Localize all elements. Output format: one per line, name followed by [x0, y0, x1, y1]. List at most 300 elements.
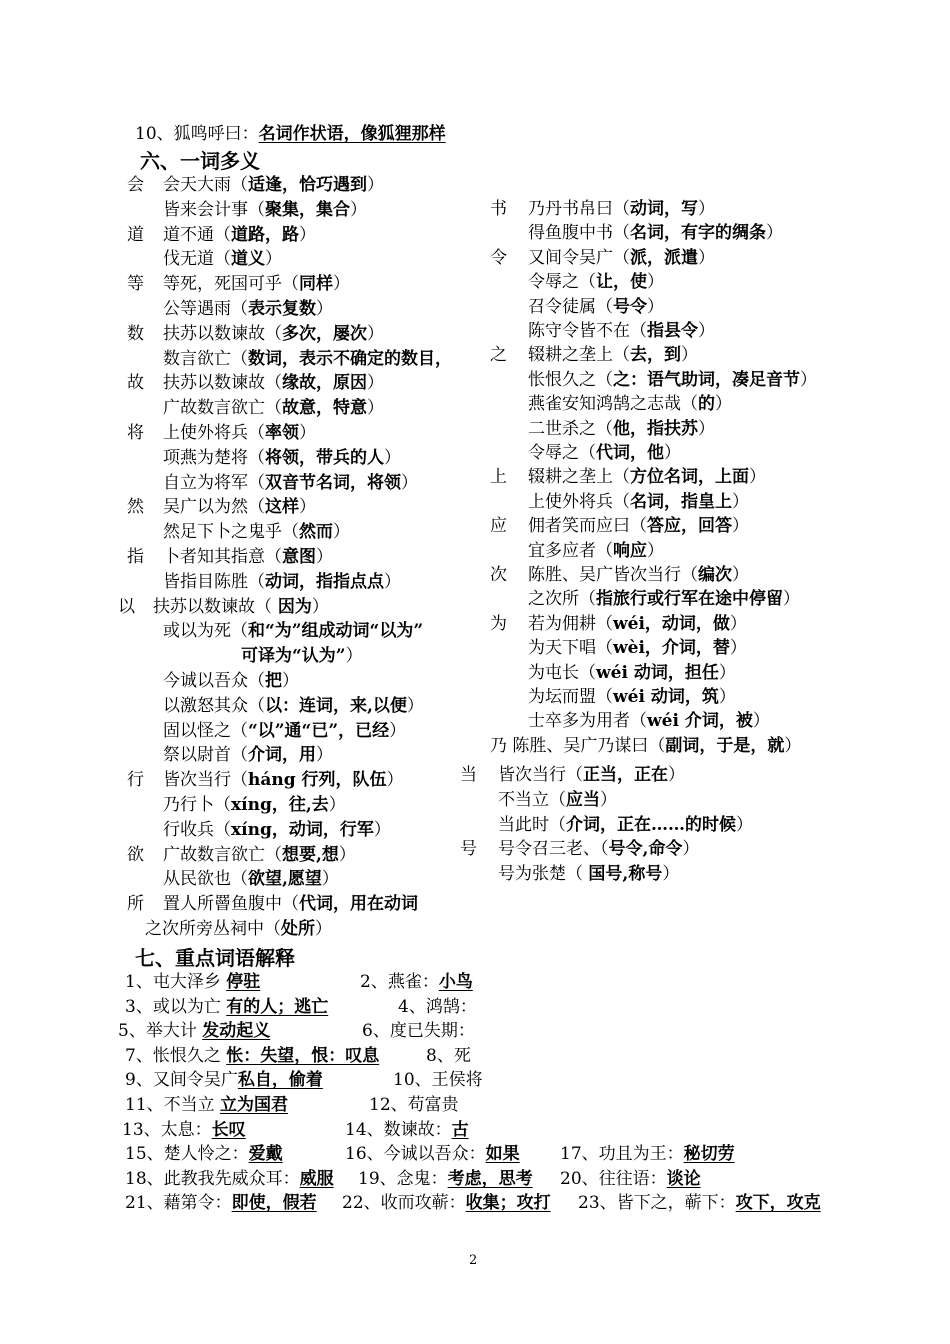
example-sentence: 之次所（	[528, 589, 596, 610]
term: 18、此教我先威众耳：	[125, 1168, 300, 1189]
gloss: 考虑，思考	[447, 1168, 533, 1189]
term: 11、不当立	[125, 1095, 221, 1115]
left-entry	[163, 347, 483, 371]
right-entry	[528, 612, 858, 636]
gloss: 有的人；逃亡	[226, 996, 329, 1017]
paren: ）	[367, 373, 384, 394]
example-sentence: 当此时（	[498, 814, 566, 835]
glossary-item	[122, 1118, 342, 1142]
right-entry	[528, 514, 858, 538]
term: 15、楚人怜之：	[125, 1144, 249, 1165]
gloss: 去，到	[630, 345, 681, 366]
entry-head-word: 所	[127, 894, 144, 915]
paren: ）	[367, 398, 384, 419]
left-entry	[163, 421, 483, 445]
entry-head	[118, 595, 135, 619]
gloss: 让，使	[596, 272, 647, 293]
right-entry	[528, 246, 858, 270]
yi-entry	[163, 743, 480, 767]
left-entry	[163, 570, 483, 594]
paren: ）	[367, 175, 384, 195]
entry-head	[490, 514, 507, 538]
gloss: 道路，路	[231, 224, 299, 245]
left-entry	[163, 520, 483, 544]
left-entry	[163, 867, 448, 891]
gloss: 代词，用在动词	[299, 894, 418, 915]
example-sentence: 会天大雨（	[163, 175, 248, 195]
entry-head	[127, 223, 144, 247]
entry-head-word: 当	[460, 765, 477, 785]
gloss: wéi 动词，筑	[613, 687, 719, 707]
glossary-item	[358, 1167, 558, 1191]
yi-entry	[241, 644, 480, 668]
entry-head-word: 上	[490, 467, 507, 488]
paren: ）	[316, 745, 333, 766]
glossary-item	[362, 1019, 475, 1043]
example-sentence: 今诚以吾众（	[163, 671, 265, 691]
example-sentence: 扶苏以数谏故（	[163, 373, 282, 394]
paren: ）	[311, 596, 329, 617]
paren: ）	[299, 423, 316, 443]
example-sentence: 自立为将军（	[163, 472, 265, 493]
gloss: 然而	[299, 522, 333, 543]
example-sentence: 佣者笑而应曰（	[528, 516, 647, 537]
entry-head	[490, 197, 507, 221]
section-7-title	[135, 946, 295, 970]
glossary-item	[369, 1093, 479, 1117]
entry-head-word: 故	[127, 373, 144, 394]
paren: ）	[389, 720, 407, 741]
term: 1、屯大泽乡	[125, 972, 227, 992]
example-sentence: 上使外将兵（	[528, 491, 630, 512]
gloss: 古	[451, 1119, 469, 1140]
example-sentence: 扶苏以数谏故（	[153, 596, 272, 617]
paren: ）	[401, 472, 418, 493]
term: 22、收而攻蕲：	[342, 1193, 466, 1214]
gloss: 这样	[265, 497, 299, 518]
entry-head	[490, 343, 507, 367]
entry-head-word: 之	[490, 345, 507, 366]
gloss: 方位名词，上面	[630, 467, 749, 488]
example-sentence: 乃行卜（	[163, 795, 231, 815]
gloss: “以”通“已”，已经	[248, 720, 390, 741]
paren: ）	[350, 199, 367, 220]
term: 8、死	[426, 1045, 471, 1066]
paren: ）	[316, 547, 333, 567]
gloss: 名词，指皇上	[630, 491, 732, 512]
gloss: 意图	[282, 547, 316, 567]
paren: ）	[647, 272, 664, 293]
glossary-item	[125, 1167, 355, 1191]
paren: ）	[698, 321, 715, 341]
gloss: 小鸟	[438, 972, 473, 992]
paren: ）	[783, 589, 800, 610]
right-entry	[498, 763, 685, 787]
gloss: 响应	[613, 540, 647, 561]
example-sentence: 或以为死（	[163, 621, 248, 642]
example-sentence: 皆次当行（	[498, 765, 583, 785]
paren: ）	[338, 844, 356, 865]
page-number: 2	[469, 1253, 478, 1268]
right-entry	[528, 295, 858, 319]
entry-head	[127, 421, 144, 445]
paren: ）	[299, 497, 316, 518]
paren: ）	[729, 613, 747, 634]
right-entry	[498, 862, 679, 886]
example-sentence: 数言欲亡（	[163, 348, 248, 369]
entry-head	[127, 843, 144, 867]
entry-head-word: 欲	[127, 844, 144, 865]
example-sentence: 伐无道（	[163, 249, 231, 270]
gloss: háng 行列，队伍	[248, 770, 387, 791]
top-line	[135, 122, 446, 146]
example-sentence: 上使外将兵（	[163, 423, 265, 443]
gloss: 双音节名词，将领	[265, 472, 401, 493]
paren: ）	[647, 540, 664, 561]
glossary-item	[560, 1167, 750, 1191]
paren: ）	[749, 467, 766, 488]
paren: ）	[681, 345, 698, 366]
example-sentence: 又间令吴广（	[528, 247, 630, 268]
yi-entry	[163, 694, 480, 718]
entry-head-word: 号	[460, 839, 477, 860]
example-sentence: 号为张楚（	[498, 864, 589, 885]
paren: ）	[315, 919, 332, 939]
example-sentence: 为坛而盟（	[528, 687, 613, 707]
glossary-item	[125, 1044, 425, 1068]
term: 7、怅恨久之	[125, 1045, 227, 1066]
glossary-item	[426, 1044, 471, 1068]
example-sentence: 然足下卜之鬼乎（	[163, 522, 299, 543]
right-entry	[528, 417, 858, 441]
example-sentence: 陈胜、吴广皆次当行（	[528, 565, 698, 585]
gloss: 故意，特意	[282, 398, 367, 419]
paren: ）	[729, 638, 747, 659]
example-sentence: 得鱼腹中书（	[528, 223, 630, 244]
example-sentence: 令辱之（	[528, 443, 596, 463]
example-sentence: 等死，死国可乎（	[163, 274, 299, 295]
glossary-item	[345, 1118, 475, 1142]
gloss: 答应，回答	[647, 516, 732, 537]
entry-head-word: 行	[127, 770, 144, 791]
gloss: 怅：失望，恨：叹息	[226, 1045, 380, 1066]
left-entry	[163, 495, 483, 519]
entry-head-word: 等	[127, 274, 144, 295]
term: 23、皆下之，蕲下：	[578, 1193, 736, 1214]
nai-line	[490, 734, 801, 758]
paren: ）	[736, 814, 753, 835]
paren: ）	[600, 789, 617, 810]
gloss: 适逢，恰巧遇到	[248, 175, 367, 195]
right-entry	[528, 319, 858, 343]
entry-head	[127, 892, 144, 916]
paren: ）	[386, 770, 404, 791]
gloss: 名词作状语，像狐狸那样	[258, 124, 446, 144]
paren: ）	[698, 199, 715, 219]
right-entry	[528, 368, 858, 392]
gloss: 国号,称号	[588, 864, 663, 885]
example-sentence: 辍耕之垄上（	[528, 345, 630, 366]
gloss: 之：语气助词，凑足音节	[613, 369, 800, 390]
gloss: 指旅行或行军在途中停留	[596, 589, 783, 610]
paren: ）	[647, 296, 664, 317]
paren: ）	[321, 869, 339, 890]
gloss: 派，派遣	[630, 247, 698, 268]
right-entry	[528, 221, 858, 245]
paren: ）	[367, 323, 384, 344]
gloss: 处所	[281, 919, 315, 939]
paren: ）	[784, 735, 802, 756]
gloss: 私自，偷着	[237, 1070, 323, 1091]
entry-head-word: 以	[118, 596, 135, 617]
glossary-item	[125, 1142, 345, 1166]
paren: ）	[373, 819, 391, 840]
term: 5、举大计	[118, 1021, 203, 1042]
gloss: 号令,命令	[608, 839, 683, 860]
paren: ）	[732, 491, 749, 512]
left-entry	[163, 545, 483, 569]
left-entry	[163, 272, 483, 296]
term: 12、苟富贵	[369, 1095, 459, 1115]
term: 19、念鬼：	[358, 1168, 448, 1189]
glossary-item	[125, 1093, 365, 1117]
entry-head	[490, 465, 507, 489]
example-sentence: 乃丹书帛曰（	[528, 199, 630, 219]
glossary-item	[393, 1068, 483, 1092]
left-entry	[163, 198, 483, 222]
gloss: 收集；攻打	[465, 1193, 551, 1214]
section-title: 六、一词多义	[140, 149, 260, 173]
glossary-item	[578, 1191, 858, 1215]
gloss: 立为国君	[220, 1095, 289, 1115]
example-sentence: 燕雀安知鸿鹄之志哉（	[528, 394, 698, 415]
right-entry	[528, 343, 858, 367]
entry-head	[127, 272, 144, 296]
gloss: 谈论	[666, 1168, 701, 1189]
paren: ）	[299, 224, 316, 245]
gloss: 和“为”组成动词“以为”	[248, 621, 424, 642]
gloss: 把	[265, 671, 282, 691]
example-sentence: 宜多应者（	[528, 540, 613, 561]
right-entry	[528, 270, 858, 294]
gloss: 数词，表示不确定的数目，	[248, 348, 452, 369]
entry-head-word: 指	[127, 547, 144, 567]
example-sentence: 行收兵（	[163, 819, 231, 840]
paren: ）	[333, 522, 350, 543]
left-entry	[163, 818, 448, 842]
entry-head-word: 将	[127, 423, 144, 443]
gloss: 代词，他	[596, 443, 664, 463]
paren: ）	[715, 394, 732, 415]
gloss: 道义	[231, 249, 265, 270]
paren: ）	[766, 223, 783, 244]
glossary-item	[118, 1019, 358, 1043]
example-sentence: 广故数言欲亡（	[163, 398, 282, 419]
entry-head	[127, 545, 144, 569]
paren: ）	[662, 864, 680, 885]
paren: ）	[718, 687, 736, 707]
left-entry	[163, 173, 483, 197]
gloss: 名词，有字的绸条	[630, 223, 766, 244]
paren: ）	[328, 795, 346, 815]
page-number	[469, 1249, 477, 1273]
right-entry	[498, 837, 699, 861]
right-entry	[528, 490, 858, 514]
paren: ）	[800, 369, 817, 390]
left-entry	[163, 843, 448, 867]
entry-head-word: 次	[490, 565, 507, 585]
term: 6、度已失期：	[362, 1021, 475, 1042]
right-entry	[528, 441, 858, 465]
right-entry	[528, 392, 858, 416]
paren: ）	[664, 443, 681, 463]
glossary-item	[125, 1068, 385, 1092]
entry-head-word: 道	[127, 224, 144, 245]
glossary-item	[125, 995, 385, 1019]
right-entry	[528, 197, 858, 221]
glossary-item	[125, 1191, 340, 1215]
entry-head	[490, 246, 507, 270]
paren: ）	[698, 418, 715, 439]
gloss: 介词，正在……的时候	[566, 814, 736, 835]
gloss: 将领，带兵的人	[265, 447, 384, 468]
entry-head-word: 数	[127, 323, 144, 344]
gloss: 动词，写	[630, 199, 698, 219]
entry-head-word: 会	[127, 175, 144, 195]
gloss: 停驻	[226, 972, 261, 992]
example-sentence: 为天下唱（	[528, 638, 613, 659]
example-sentence: 以激怒其众（	[163, 695, 265, 716]
term: 16、今诚以吾众：	[345, 1144, 486, 1165]
entry-head	[460, 837, 477, 861]
gloss: 发动起义	[202, 1021, 271, 1042]
entry-head-word: 令	[490, 247, 507, 268]
right-entry	[528, 661, 858, 685]
paren: ）	[682, 839, 700, 860]
term: 2、燕雀：	[360, 972, 439, 992]
example-sentence: 卜者知其指意（	[163, 547, 282, 567]
entry-head-word: 书	[490, 199, 507, 219]
gloss: 长叹	[211, 1119, 246, 1140]
gloss: 的	[698, 394, 715, 415]
example-sentence: 召令徒属（	[528, 296, 613, 317]
right-entry	[528, 685, 858, 709]
yi-entry	[163, 669, 480, 693]
example-sentence: 二世杀之（	[528, 418, 613, 439]
gloss: 因为	[272, 596, 312, 617]
entry-head	[127, 495, 144, 519]
gloss: xíng，往,去	[231, 795, 329, 815]
gloss: 即使，假若	[231, 1193, 317, 1214]
gloss: 爱戴	[248, 1144, 283, 1165]
right-entry	[498, 813, 753, 837]
gloss: 如果	[485, 1144, 520, 1165]
gloss: 编次	[698, 565, 732, 585]
paren: ）	[265, 249, 282, 270]
gloss: 表示复数	[248, 299, 316, 319]
paren: ）	[732, 565, 749, 585]
entry-head-word: 然	[127, 497, 144, 518]
left-entry	[145, 917, 448, 941]
example-sentence: 扶苏以数谏故（	[163, 323, 282, 344]
example-sentence: 陈守令皆不在（	[528, 321, 647, 341]
paren: ）	[345, 646, 363, 667]
left-entry	[163, 396, 483, 420]
gloss: 缘故，原因	[282, 373, 367, 394]
right-entry	[528, 587, 858, 611]
glossary-item	[398, 995, 478, 1019]
gloss: 聚集，集合	[265, 199, 350, 220]
example-sentence: 皆指目陈胜（	[163, 571, 265, 592]
example-sentence: 10、狐鸣呼曰：	[135, 124, 259, 144]
gloss: 动词，指指点点	[265, 571, 384, 592]
yi-entry	[163, 619, 480, 643]
paren: ）	[732, 516, 749, 537]
example-sentence: 皆次当行（	[163, 770, 248, 791]
example-sentence: 不当立（	[498, 789, 566, 810]
example-sentence: 号令召三老、（	[498, 839, 609, 860]
gloss: wèi，介词，替	[613, 638, 730, 659]
gloss: 多次，屡次	[282, 323, 367, 344]
example-sentence: 怅恨久之（	[528, 369, 613, 390]
yi-entry	[153, 595, 480, 619]
paren: ）	[718, 662, 736, 683]
right-entry	[498, 788, 617, 812]
example-sentence: 从民欲也（	[163, 869, 248, 890]
example-sentence: 之次所旁丛祠中（	[145, 919, 281, 939]
entry-head	[127, 371, 144, 395]
example-sentence: 若为佣耕（	[528, 613, 613, 634]
gloss: wéi 动词，担任	[596, 662, 719, 683]
gloss: 想要,想	[282, 844, 339, 865]
example-sentence: 公等遇雨（	[163, 299, 248, 319]
entry-head	[127, 173, 144, 197]
gloss: wéi，动词，做	[613, 613, 730, 634]
paren: ）	[698, 247, 715, 268]
right-entry	[528, 709, 858, 733]
gloss: 正当，正在	[583, 765, 668, 785]
term: 20、往往语：	[560, 1168, 667, 1189]
gloss: 可译为“认为”	[241, 646, 346, 667]
entry-head	[460, 763, 477, 787]
glossary-item	[560, 1142, 760, 1166]
left-entry	[163, 297, 483, 321]
example-sentence: 置人所罾鱼腹中（	[163, 894, 299, 915]
entry-head	[490, 612, 507, 636]
gloss: 攻下，攻克	[735, 1193, 821, 1214]
term: 13、太息：	[122, 1119, 212, 1140]
paren: ）	[406, 695, 424, 716]
yi-entry	[163, 719, 480, 743]
term: 17、功且为王：	[560, 1144, 684, 1165]
gloss: 同样	[299, 274, 333, 295]
term: 3、或以为亡	[125, 996, 227, 1017]
term: 14、数谏故：	[345, 1119, 452, 1140]
right-entry	[528, 563, 858, 587]
right-entry	[528, 539, 858, 563]
gloss: 率领	[265, 423, 299, 443]
example-sentence: 项燕为楚将（	[163, 447, 265, 468]
gloss: xíng，动词，行军	[231, 819, 374, 840]
glossary-item	[345, 1142, 555, 1166]
gloss: 以：连词，来,以便	[265, 695, 407, 716]
paren: ）	[384, 571, 401, 592]
term: 9、又间令吴广	[125, 1070, 238, 1091]
gloss: 秘切劳	[683, 1144, 735, 1165]
left-entry	[163, 371, 483, 395]
left-entry	[163, 471, 483, 495]
glossary-item	[360, 970, 473, 994]
